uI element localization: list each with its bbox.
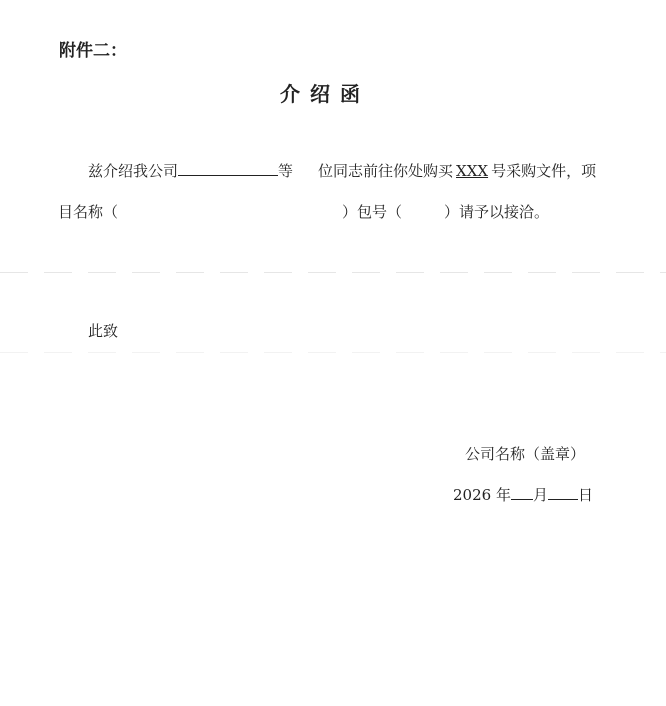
company-stamp-label: 公司名称（盖章）	[465, 445, 586, 463]
date-year-char: 年	[495, 486, 511, 504]
intro-line-left	[88, 160, 293, 181]
date-day-char: 日	[578, 486, 594, 504]
intro-after-blank: 等	[278, 162, 294, 180]
package-lead: ）包号（	[342, 203, 403, 221]
intro-lead: 兹介绍我公司	[88, 162, 179, 180]
date-month-char: 月	[532, 486, 548, 504]
project-line-right	[342, 201, 549, 222]
intro-tail: 号采购文件，项	[491, 162, 597, 180]
project-line-tail: ）请予以接洽。	[444, 203, 550, 221]
date-year: 2026	[453, 486, 492, 504]
page-title: 介绍函	[280, 82, 370, 106]
doc-number: XXX	[456, 162, 489, 180]
intro-mid: 位同志前往你处购买	[318, 162, 454, 180]
month-blank	[511, 484, 533, 500]
salutation: 此致	[88, 322, 119, 340]
attachment-label: 附件二：	[59, 41, 127, 61]
scan-artifact-line	[0, 272, 666, 273]
signature-date	[453, 484, 593, 505]
intro-line-right	[318, 160, 596, 181]
company-name-blank	[178, 160, 278, 176]
scan-artifact-line	[0, 352, 666, 353]
day-blank	[548, 484, 578, 500]
project-name-lead: 目名称（	[58, 203, 119, 221]
